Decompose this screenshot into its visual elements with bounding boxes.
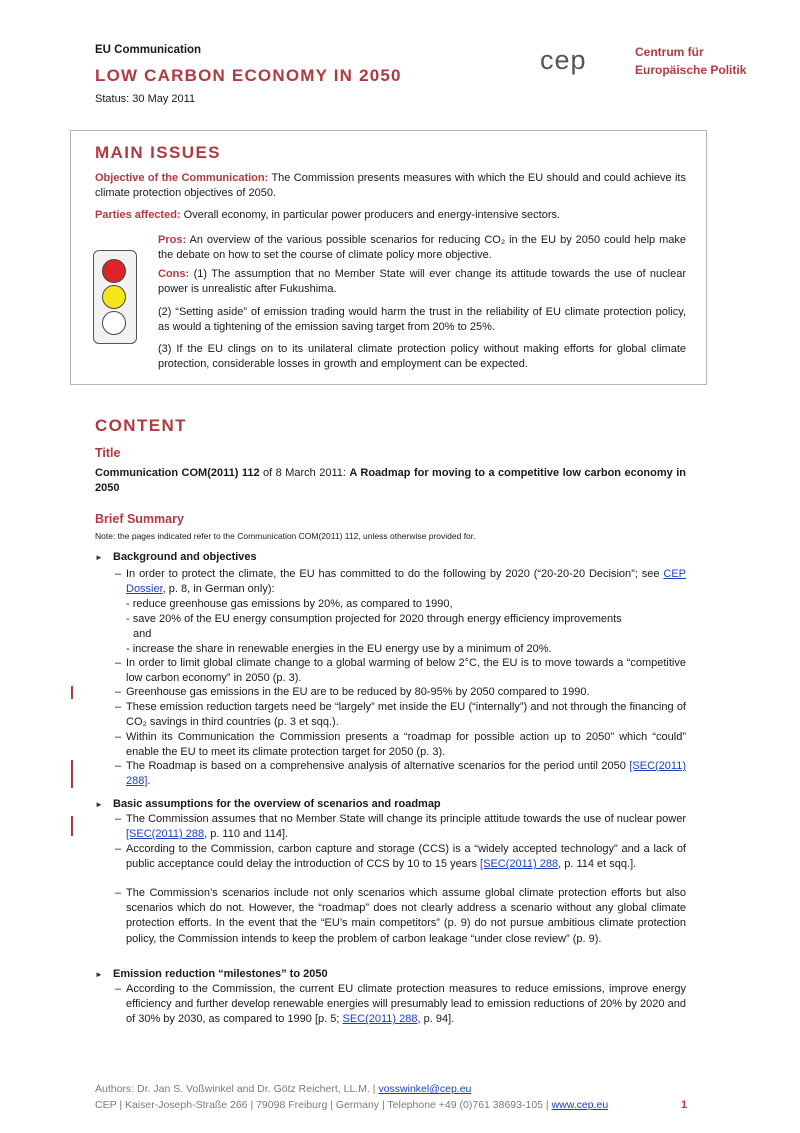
logo-organisation-name (635, 43, 746, 79)
communication-title (95, 466, 686, 496)
list-item: – In order to limit global climate change to a global warming of below 2°C, the EU is to move towards a “competitive low carbon economy” in 2050 (p. 3). (115, 656, 686, 686)
brief-summary-heading: Brief Summary (95, 512, 184, 526)
footer-address-text: CEP | Kaiser-Joseph-Straße 266 | 79098 Freiburg | Germany | Telephone +49 (0)761 38693-105 | (95, 1099, 552, 1111)
section-heading-text: Emission reduction “milestones” to 2050 (113, 968, 328, 980)
list-item (115, 842, 686, 872)
main-issues-heading: MAIN ISSUES (95, 143, 221, 162)
sub-item: - reduce greenhouse gas emissions by 20%, as compared to 1990, (126, 598, 453, 610)
bullet-arrow-icon: ► (95, 970, 103, 979)
pros-paragraph (158, 233, 686, 263)
sub-item-continuation: and (133, 628, 152, 640)
change-bar (71, 760, 73, 788)
objective-label: Objective of the Communication: (95, 172, 269, 184)
cep-dossier-link[interactable]: CEP Dossier (126, 568, 686, 596)
sub-item: - increase the share in renewable energies in the EU energy use by a minimum of 20%. (126, 643, 552, 655)
bullet-arrow-icon: ► (95, 553, 103, 562)
item-text: The Commission assumes that no Member State will change its principle attitude towards the use of nuclear power (126, 813, 686, 825)
item-text: According to the Commission, carbon capture and storage (CCS) is a “widely accepted technology” and a lack of public acceptance could delay the introduction of CCS by 10 to 15 years (126, 843, 686, 871)
item-text: , p. 94]. (417, 1013, 455, 1026)
cons-paragraph-3: (3) If the EU clings on to its unilateral climate protection policy without making efforts for global climate protection, considerable losses in growth and employment can be expected. (158, 343, 686, 371)
change-bar (71, 816, 73, 836)
communication-name: A Roadmap for moving to a competitive low carbon economy in 2050 (95, 467, 686, 495)
yellow-light-icon (102, 285, 126, 309)
cons-label: Cons: (158, 268, 190, 280)
document-title: LOW CARBON ECONOMY IN 2050 (95, 66, 402, 85)
item-text: According to the Commission, the current EU climate protection measures to reduce emissions, improve energy efficiency and further develop renewable energies will presumably lead to emission reductions of 20% by 2020 and of 30% by 2030, as compared to 1990 [p. 5; (126, 983, 686, 1026)
list-item (115, 567, 686, 597)
logo-line-1: Centrum für (635, 45, 704, 59)
item-text: In order to protect the climate, the EU has committed to do the following by 2020 (“20-20-20 Decision”; see (126, 568, 664, 580)
list-item: – These emission reduction targets need be “largely” met inside the EU (“internally”) and not through the financing of CO₂ savings in third countries (p. 3 et sqq.). (115, 700, 686, 730)
cep-logo (540, 42, 587, 79)
pros-label: Pros: (158, 234, 187, 246)
communication-reference: Communication COM(2011) 112 (95, 467, 260, 479)
list-item (115, 982, 686, 1028)
section-heading-basic-assumptions (95, 797, 441, 812)
logo-line-2: Europäische Politik (635, 63, 747, 77)
sec-2011-288-link[interactable]: [SEC(2011) 288 (126, 828, 205, 841)
sec-2011-288-link[interactable]: SEC(2011) 288 (342, 1013, 418, 1026)
objective-text: The Commission presents measures with which the EU should and could achieve its climate protection objectives of 2050. (95, 172, 686, 200)
document-type: EU Communication (95, 44, 202, 56)
list-item (115, 759, 686, 789)
footer-address (95, 1098, 608, 1112)
section-heading-emission-milestones (95, 967, 328, 982)
page-number: 1 (681, 1099, 688, 1111)
parties-text: Overall economy, in particular power producers and energy-intensive sectors. (180, 209, 561, 221)
list-item: – Greenhouse gas emissions in the EU are to be reduced by 80-95% by 2050 compared to 1990. (115, 685, 686, 700)
traffic-light-icon (93, 250, 137, 344)
parties-label: Parties affected: (95, 209, 181, 221)
section-heading-text: Background and objectives (113, 551, 257, 563)
author-email-link[interactable]: vosswinkel@cep.eu (378, 1083, 472, 1095)
list-item: – The Commission’s scenarios include not only scenarios which assume global climate protection efforts but also scenarios which do not. However, the “roadmap” does not clearly address a scenario without any global climate protection efforts. In the event that the “EU’s main competitors” (p. 9) do not pursue ambitious climate protection policy, the Commission intends to keep the problem of carbon leakage “under close review” (p. 9). (115, 886, 686, 947)
cons-text-1: (1) The assumption that no Member State will ever change its attitude towards the use of nuclear power is unrealistic after Fukushima. (158, 268, 686, 296)
bullet-arrow-icon: ► (95, 800, 103, 809)
sec-2011-288-link[interactable]: [SEC(2011) 288 (480, 858, 559, 871)
sub-item: - save 20% of the EU energy consumption projected for 2020 through energy efficiency improvements (126, 613, 622, 625)
summary-note: Note: the pages indicated refer to the Communication COM(2011) 112, unless otherwise provided for. (95, 531, 476, 541)
change-bar (71, 686, 73, 699)
website-link[interactable]: www.cep.eu (551, 1099, 609, 1111)
white-light-icon (102, 311, 126, 335)
item-text: , p. 8, in German only): (162, 583, 275, 596)
pros-text: An overview of the various possible scenarios for reducing CO₂ in the EU by 2050 could help make the debate on how to set the course of climate policy more objective. (158, 234, 686, 262)
item-text: , p. 110 and 114]. (204, 828, 289, 841)
red-light-icon (102, 259, 126, 283)
cons-paragraph-2: (2) “Setting aside” of emission trading would harm the trust in the reliability of EU climate protection policy, as would a tightening of the emission saving target from 20% to 25%. (158, 306, 686, 334)
footer-authors (95, 1082, 471, 1096)
communication-date: of 8 March 2011: (259, 467, 350, 479)
document-status: Status: 30 May 2011 (95, 93, 196, 105)
footer-authors-text: Authors: Dr. Jan S. Voßwinkel and Dr. Götz Reichert, LL.M. | (95, 1083, 379, 1095)
list-item (115, 812, 686, 842)
cons-paragraph-1 (158, 267, 686, 297)
title-heading: Title (95, 446, 121, 460)
parties-paragraph (95, 208, 686, 223)
logo-wordmark: cep (540, 45, 587, 75)
section-heading-text: Basic assumptions for the overview of scenarios and roadmap (113, 798, 441, 810)
objective-paragraph (95, 171, 686, 201)
sec-2011-288-link[interactable]: [SEC(2011) 288] (126, 760, 686, 788)
section-heading-background (95, 550, 257, 565)
list-item: – Within its Communication the Commission presents a “roadmap for possible action up to 2050” which “could” enable the EU to meet its climate protection target for 2050 (p. 3). (115, 730, 686, 760)
item-text: The Roadmap is based on a comprehensive analysis of alternative scenarios for the period until 2050 (126, 760, 630, 772)
item-text: , p. 114 et sqq.]. (558, 858, 637, 871)
item-text: . (147, 775, 151, 788)
content-heading: CONTENT (95, 416, 187, 435)
